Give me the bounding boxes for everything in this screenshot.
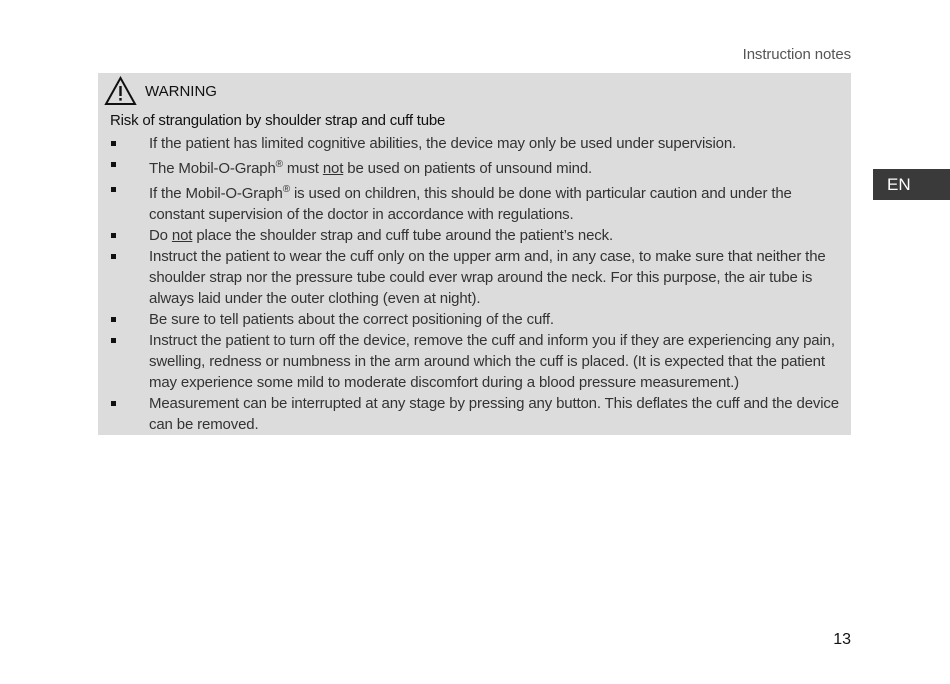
warning-triangle-icon <box>104 76 137 106</box>
bullet-icon <box>111 254 116 259</box>
warning-list <box>110 133 839 435</box>
bullet-icon <box>111 233 116 238</box>
warning-label: WARNING <box>145 82 217 100</box>
bullet-icon <box>111 401 116 406</box>
bullet-icon <box>111 141 116 146</box>
page-number: 13 <box>833 631 851 648</box>
bullet-icon <box>111 338 116 343</box>
list-item: If the patient has limited cognitive abilities, the device may only be used under supervision. <box>110 133 839 154</box>
list-item: Instruct the patient to wear the cuff only on the upper arm and, in any case, to make sure that neither the shoulder strap nor the pressure tube could ever wrap around the neck. For this purpose, the air tube is always laid under the outer clothing (even at night). <box>110 246 839 309</box>
warning-header <box>110 74 839 108</box>
list-item: Do not place the shoulder strap and cuff tube around the patient’s neck. <box>110 225 839 246</box>
list-item: Instruct the patient to turn off the device, remove the cuff and inform you if they are experiencing any pain, swelling, redness or numbness in the arm around which the cuff is placed. (It is expected that the patient may experience some mild to moderate discomfort during a blood pressure measurement.) <box>110 330 839 393</box>
warning-title: Risk of strangulation by shoulder strap and cuff tube <box>110 112 446 129</box>
bullet-icon <box>111 187 116 192</box>
emphasis-not: not <box>171 227 193 244</box>
bullet-icon <box>111 317 116 322</box>
language-tab: EN <box>873 169 950 200</box>
list-item: Be sure to tell patients about the correct positioning of the cuff. <box>110 309 839 330</box>
list-item: If the Mobil-O-Graph® is used on children, this should be done with particular caution and under the constant supervision of the doctor in accordance with regulations. <box>110 179 839 225</box>
bullet-icon <box>111 162 116 167</box>
list-item: Measurement can be interrupted at any stage by pressing any button. This deflates the cuff and the device can be removed. <box>110 393 839 435</box>
list-item: The Mobil-O-Graph® must not be used on patients of unsound mind. <box>110 154 839 179</box>
warning-box <box>98 73 851 435</box>
section-title: Instruction notes <box>742 46 851 63</box>
emphasis-not: not <box>322 160 344 177</box>
